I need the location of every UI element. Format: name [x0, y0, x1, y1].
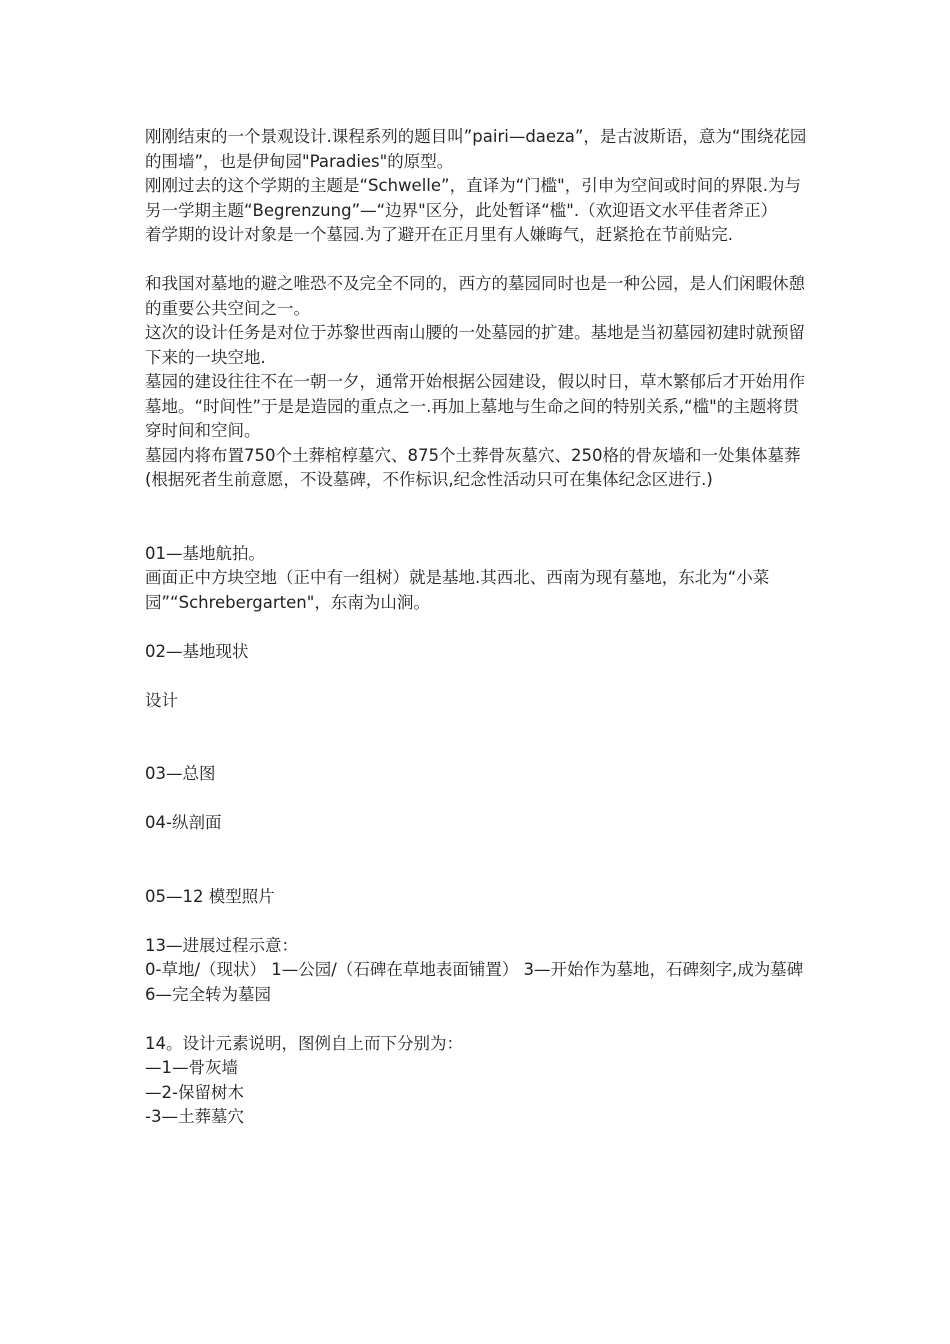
spacer — [145, 1007, 810, 1032]
section-14-title: 14。设计元素说明，图例自上而下分别为： — [145, 1033, 463, 1053]
body-paragraph-1: 和我国对墓地的避之唯恐不及完全不同的，西方的墓园同时也是一种公园，是人们闲暇休憩的重要公共空间之一。 — [145, 274, 805, 318]
section-05-title: 05—12 模型照片 — [145, 886, 275, 906]
spacer — [145, 713, 810, 762]
section-03-title: 03—总图 — [145, 764, 216, 783]
spacer — [145, 909, 810, 934]
section-01-text: 画面正中方块空地（正中有一组树）就是基地.其西北、西南为现有墓地，东北为“小菜园”“Schrebergarten"，东南为山涧。 — [145, 568, 770, 612]
section-13-text: 0-草地/（现状） 1—公园/（石碑在草地表面铺置） 3—开始作为墓地，石碑刻字,成为墓碑 6—完全转为墓园 — [145, 960, 825, 1004]
body-paragraph-3: 墓园的建设往往不在一朝一夕，通常开始根据公园建设，假以时日，草木繁郁后才开始用作墓地。“时间性”于是是造园的重点之一.再加上墓地与生命之间的特别关系,“槛"的主题将贯穿时间和空间。 — [145, 372, 805, 440]
section-13-title: 13—进展过程示意： — [145, 935, 298, 955]
legend-item-1: —1—骨灰墙 — [145, 1058, 238, 1077]
spacer — [145, 493, 810, 542]
spacer — [145, 836, 810, 885]
body-paragraph-4: 墓园内将布置750个土葬棺椁墓穴、875个土葬骨灰墓穴、250格的骨灰墙和一处集体墓葬(根据死者生前意愿，不设墓碑，不作标识,纪念性活动只可在集体纪念区进行.) — [145, 445, 801, 489]
intro-paragraph-1: 刚刚结束的一个景观设计.课程系列的题目叫”pairi—daeza”，是古波斯语，意为“围绕花园的围墙”，也是伊甸园"Paradies"的原型。 — [145, 127, 807, 171]
intro-paragraph-3: 着学期的设计对象是一个墓园.为了避开在正月里有人嫌晦气，赶紧抢在节前贴完. — [145, 225, 733, 244]
body-paragraph-2: 这次的设计任务是对位于苏黎世西南山腰的一处墓园的扩建。基地是当初墓园初建时就预留下来的一块空地. — [145, 323, 805, 367]
intro-paragraph-2: 刚刚过去的这个学期的主题是“Schwelle”，直译为“门槛"，引申为空间或时间的界限.为与另一学期主题“Begrenzung”—“边界"区分，此处暂译“槛".（欢迎语文水平佳者斧正） — [145, 176, 801, 220]
spacer — [145, 787, 810, 812]
design-heading: 设计 — [145, 690, 178, 710]
section-01-title: 01—基地航拍。 — [145, 543, 265, 563]
spacer — [145, 664, 810, 689]
document-body — [145, 125, 825, 1130]
spacer — [145, 615, 810, 640]
section-02-title: 02—基地现状 — [145, 641, 249, 661]
spacer — [145, 248, 810, 273]
legend-item-2: —2-保留树木 — [145, 1082, 244, 1102]
legend-item-3: -3—土葬墓穴 — [145, 1107, 244, 1126]
section-04-title: 04-纵剖面 — [145, 813, 222, 832]
